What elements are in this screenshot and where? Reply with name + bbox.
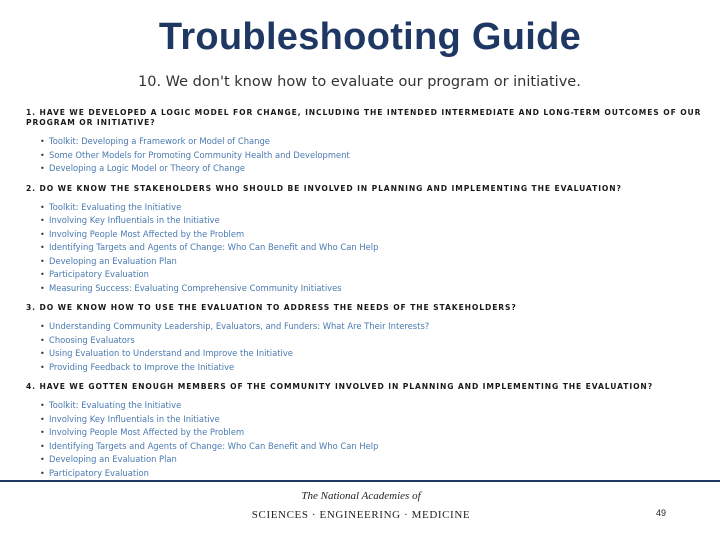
- question-3-links: [40, 320, 706, 374]
- resource-link[interactable]: • Participatory Evaluation: [40, 467, 706, 479]
- bullet-icon: •: [40, 164, 45, 173]
- bullet-icon: •: [40, 229, 45, 239]
- bullet-icon: •: [40, 202, 45, 212]
- question-list: [26, 108, 706, 478]
- resource-link[interactable]: • Involving Key Influentials in the Initiative: [40, 214, 706, 228]
- resource-link[interactable]: • Involving People Most Affected by the Problem: [40, 228, 706, 242]
- guide-screenshot: [8, 70, 712, 478]
- resource-link[interactable]: • Toolkit: Evaluating the Initiative: [40, 399, 706, 413]
- resource-link[interactable]: • Understanding Community Leadership, Evaluators, and Funders: What Are Their Interests?: [40, 320, 706, 334]
- bullet-icon: •: [40, 335, 45, 345]
- bullet-icon: •: [40, 243, 45, 252]
- resource-link[interactable]: • Identifying Targets and Agents of Change: Who Can Benefit and Who Can Help: [40, 440, 706, 454]
- logo-line-1: The National Academies of: [301, 490, 421, 502]
- resource-link[interactable]: • Participatory Evaluation: [40, 268, 706, 282]
- bullet-icon: •: [40, 349, 45, 358]
- bullet-icon: •: [40, 362, 45, 372]
- question-2: 2. DO WE KNOW THE STAKEHOLDERS WHO SHOULD BE INVOLVED IN PLANNING AND IMPLEMENTING THE EVALUATION?: [26, 183, 622, 193]
- resource-link[interactable]: • Developing an Evaluation Plan: [40, 255, 706, 269]
- resource-link[interactable]: • Developing a Logic Model or Theory of Change: [40, 162, 706, 176]
- resource-link[interactable]: • Toolkit: Developing a Framework or Model of Change: [40, 135, 706, 149]
- bullet-icon: •: [40, 256, 45, 266]
- resource-link[interactable]: • Some Other Models for Promoting Community Health and Development: [40, 149, 706, 163]
- bullet-icon: •: [40, 414, 45, 424]
- resource-link[interactable]: • Involving Key Influentials in the Initiative: [40, 413, 706, 427]
- bullet-icon: •: [40, 428, 45, 437]
- resource-link[interactable]: • Measuring Success: Evaluating Comprehensive Community Initiatives: [40, 282, 706, 296]
- question-4-links: [40, 399, 706, 478]
- question-1: 1. HAVE WE DEVELOPED A LOGIC MODEL FOR CHANGE, INCLUDING THE INTENDED INTERMEDIATE AND LONG-TERM OUTCOMES OF OUR PROGRAM OR INITIATIVE?: [26, 108, 702, 127]
- bullet-icon: •: [40, 322, 45, 331]
- question-4: 4. HAVE WE GOTTEN ENOUGH MEMBERS OF THE COMMUNITY INVOLVED IN PLANNING AND IMPLEMENTING THE EVALUATION?: [26, 382, 653, 391]
- bullet-icon: •: [40, 137, 45, 146]
- bullet-icon: •: [40, 270, 45, 279]
- bullet-icon: •: [40, 283, 45, 293]
- page-number: 49: [656, 508, 667, 518]
- resource-link[interactable]: • Using Evaluation to Understand and Improve the Initiative: [40, 347, 706, 361]
- bullet-icon: •: [40, 455, 45, 464]
- resource-link[interactable]: • Involving People Most Affected by the Problem: [40, 426, 706, 440]
- slide-title: Troubleshooting Guide: [158, 16, 582, 58]
- question-3: 3. DO WE KNOW HOW TO USE THE EVALUATION TO ADDRESS THE NEEDS OF THE STAKEHOLDERS?: [26, 303, 517, 312]
- bullet-icon: •: [40, 468, 45, 478]
- footer-divider: [0, 480, 720, 482]
- question-2-links: [40, 201, 706, 296]
- bullet-icon: •: [40, 150, 45, 160]
- question-1-links: [40, 135, 706, 176]
- logo-line-2: SCIENCES · ENGINEERING · MEDICINE: [251, 509, 471, 521]
- bullet-icon: •: [40, 401, 45, 410]
- resource-link[interactable]: • Developing an Evaluation Plan: [40, 453, 706, 467]
- national-academies-logo: [250, 490, 472, 530]
- bullet-icon: •: [40, 441, 45, 451]
- resource-link[interactable]: • Identifying Targets and Agents of Change: Who Can Benefit and Who Can Help: [40, 241, 706, 255]
- resource-link[interactable]: • Toolkit: Evaluating the Initiative: [40, 201, 706, 215]
- section-subtitle: 10. We don't know how to evaluate our program or initiative.: [138, 74, 581, 90]
- resource-link[interactable]: • Choosing Evaluators: [40, 334, 706, 348]
- resource-link[interactable]: • Providing Feedback to Improve the Initiative: [40, 361, 706, 375]
- bullet-icon: •: [40, 216, 45, 225]
